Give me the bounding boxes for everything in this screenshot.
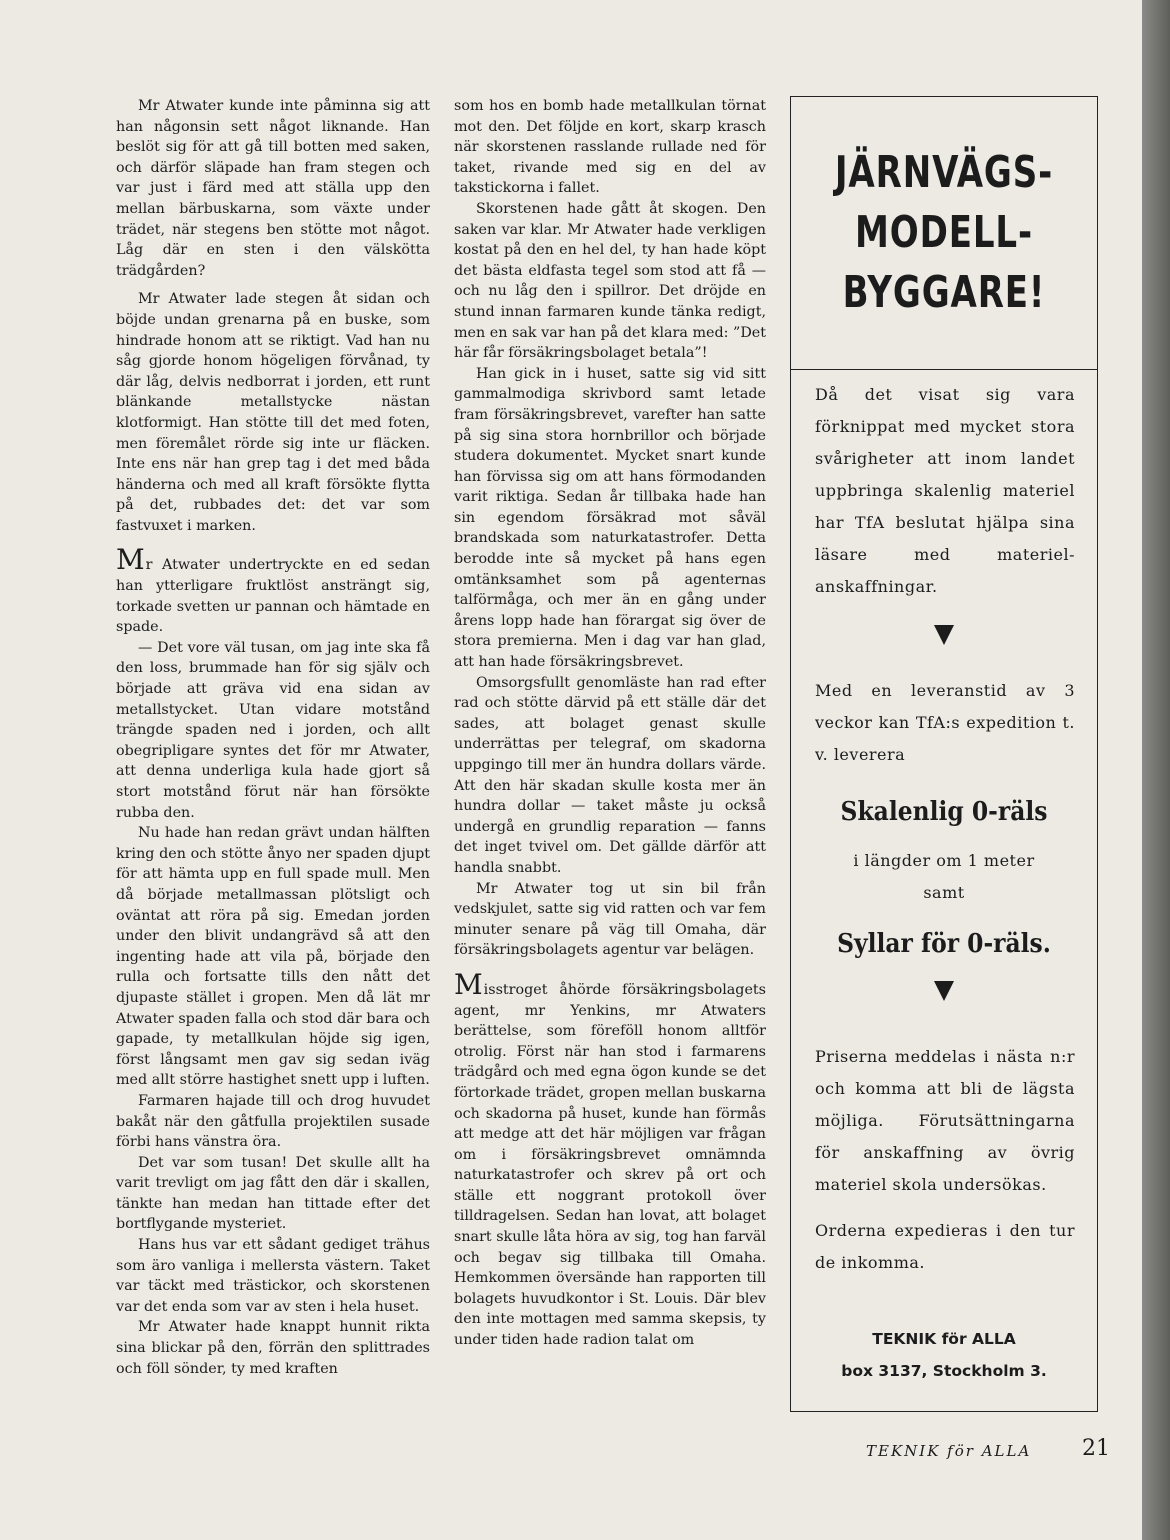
- footer-magazine-name: TEKNIK för ALLA: [866, 1442, 1032, 1460]
- paragraph: Hans hus var ett sådant gediget trähus som äro vanliga i mellersta västern. Taket var täckt med trästickor, och skorstenen var det enda som var av sten i hela huset.: [116, 1237, 430, 1315]
- paragraph-dropcap: [116, 543, 430, 637]
- headline-line: MODELL-: [855, 207, 1033, 258]
- paragraph: Skorstenen hade gått åt skogen. Den saken var klar. Mr Atwater hade verkligen kostat på den en hel del, ty han hade köpt det bästa eldfasta tegel som stod att få — och nu låg den i spillror. Det dröjde en stund innan farmaren kunde tänka redigt, men en sak var han på det klara med: ”Det här får försäkringsbolaget betala”!: [454, 200, 766, 362]
- article-column-left: [116, 96, 430, 1379]
- paragraph: Han gick in i huset, satte sig vid sitt gammalmodiga skrivbord samt letade fram försäkringsbrevet, varefter han satte på sig sina stora hornbrillor och började studera dokumentet. Mycket snart kunde han förvissa sig om att hans förmodanden varit riktiga. Sedan år tillbaka hade han sin egendom försäkrad mot såväl brandskada som naturkatastrofer. Detta berodde inte så mycket på hans egen omtänksamhet som på agenternas talförmåga, och mer än en gång under årens lopp hade han förargat sig över de stora premierna. Men i dag var han glad, att han hade försäkringsbrevet.: [454, 365, 766, 671]
- page-edge-shadow: [1142, 0, 1170, 1540]
- paragraph: Omsorgsfullt genomläste han rad efter rad och stötte därvid på ett ställe där det sades, att bolaget genast skulle underrättas per telegraf, om skadorna uppgingo till mer än hundra dollars värde. Att den här skadan skulle kosta mer än hundra dollar — taket måste ju också undergå en grundlig reparation — fanns det inget tvivel om. Det gällde därför att handla snabbt.: [454, 674, 766, 876]
- dropcap-text: r Atwater undertryckte en ed sedan han ytterligare fruktlöst ansträngt sig, torkade svetten ur pannan och hämtade en spade.: [116, 557, 430, 636]
- ad-delivery: Med en leveranstid av 3 veckor kan TfA:s expedition t. v. leverera: [815, 681, 1075, 764]
- paragraph: — Det vore väl tusan, om jag inte ska få den loss, brummade han för sig själv och började att gräva vid ena sidan av metallstycket. Utan vidare motstånd trängde spaden ned i jorden, och allt obegripligare syntes det för mr Atwater, att denna underliga kula hade gjort så stort motstånd förut när han försökte rubba den.: [116, 639, 430, 821]
- ad-company: TEKNIK för ALLA: [872, 1330, 1016, 1348]
- paragraph: Mr Atwater tog ut sin bil från vedskjulet, satte sig vid ratten och var fem minuter senare på väg till Omaha, där försäkringsbolagets agentur var belägen.: [454, 880, 766, 959]
- ad-address: box 3137, Stockholm 3.: [841, 1362, 1047, 1380]
- ad-headline: [812, 143, 1075, 323]
- page-number: 21: [1082, 1436, 1110, 1461]
- ad-product-rails: Skalenlig 0-räls: [840, 797, 1048, 827]
- ad-lengths: i längder om 1 meter: [853, 851, 1035, 870]
- triangle-down-icon: [934, 981, 954, 1001]
- paragraph: Farmaren hajade till och drog huvudet bakåt när den gåtfulla projektilen susade förbi hans vänstra öra.: [116, 1092, 430, 1151]
- ad-product-sleepers: Syllar för 0-räls.: [837, 929, 1051, 959]
- divider: [791, 369, 1097, 370]
- drop-cap: M: [116, 543, 145, 577]
- ad-prices: Priserna meddelas i nästa n:r och komma att bli de lägsta möjliga. Förutsättningarna för anskaffning av övrig materiel skola undersökas.: [815, 1047, 1075, 1194]
- headline-line: BYGGARE!: [842, 267, 1046, 318]
- paragraph: Mr Atwater hade knappt hunnit rikta sina blickar på den, förrän den splittrades och föll sönder, ty med kraften: [116, 1319, 430, 1377]
- paragraph: Nu hade han redan grävt undan hälften kring den och stötte ånyo ner spaden djupt för att hämta upp en full spade mull. Men då började metallmassan plötsligt och oväntat att röra på sig. Emedan jorden under den blivit undangrävd så att den ingenting hade att vila på, började den rulla och fortsatte tills den nått det djupaste stället i gropen. Men då lät mr Atwater spaden falla och stod där bara och gapade, ty metallkulan höjde sig igen, först långsamt men gav sig sedan iväg med allt större hastighet snett upp i luften.: [116, 825, 430, 1089]
- ad-orders: Orderna expedieras i den tur de inkomma.: [815, 1221, 1075, 1272]
- headline-line: JÄRNVÄGS-: [834, 147, 1054, 198]
- paragraph: som hos en bomb hade metallkulan törnat mot den. Det följde en kort, skarp krasch när skorstenen rasslande rullade ned för taket, rivande med sig en del av takstickorna i fallet.: [454, 98, 766, 197]
- ad-intro: Då det visat sig vara förknippat med mycket stora svårigheter att inom landet uppbringa skalenlig materiel har TfA beslutat hjälpa sina läsare med materiel-anskaffningar.: [815, 385, 1075, 596]
- ad-samt: samt: [923, 883, 965, 902]
- triangle-down-icon: [934, 625, 954, 645]
- paragraph: Det var som tusan! Det skulle allt ha varit trevligt om jag fått den där i skallen, tänkte han medan han tittade efter det bortflygande mysteriet.: [116, 1154, 430, 1233]
- paragraph: Mr Atwater lade stegen åt sidan och böjde undan grenarna på en buske, som hindrade honom att se riktigt. Vad han nu såg gjorde honom högeligen förvånad, ty där låg, delvis nedborrat i jorden, ett runt blänkande metallstycke nästan klotformigt. Han stötte till det med foten, men föremålet rörde sig inte ur fläcken. Inte ens när han grep tag i det med båda händerna och med all kraft försökte flytta på det, rubbades det: det var som fastvuxet i marken.: [116, 291, 430, 534]
- advertisement-box: [790, 96, 1098, 1412]
- paragraph: Mr Atwater kunde inte påminna sig att han någonsin sett något liknande. Han beslöt sig för att gå till botten med saken, och därför släpade han fram stegen och var just i färd med att ställa upp den mellan bärbuskarna, som växte under trädet, när stegens ben stötte mot något. Låg där en sten i den välskötta trädgården?: [116, 98, 430, 279]
- drop-cap: M: [454, 967, 483, 1001]
- article-column-middle: [454, 96, 766, 1351]
- paragraph-dropcap: [454, 967, 766, 1351]
- dropcap-text: isstroget åhörde försäkringsbolagets agent, mr Yenkins, mr Atwaters berättelse, som föreföll honom alltför otrolig. Först när han stod i farmarens trädgård och med egna ögon kunde se det förtorkade trädet, gropen mellan buskarna och skadorna på huset, kunde han förmås att medge att det här möjligen var frågan om i försäkringsbrevet omnämnda naturkatastrofer och skrev på ort och ställe ett noggrant protokoll över tilldragelsen. Sedan han lovat, att bolaget snart skulle låta höra av sig, tog han farväl och begav sig tillbaka till Omaha. Hemkommen översände han rapporten till bolagets huvudkontor i St. Louis. Där blev den inte mottagen med samma skepsis, ty under tiden hade radion talat om: [454, 981, 766, 1349]
